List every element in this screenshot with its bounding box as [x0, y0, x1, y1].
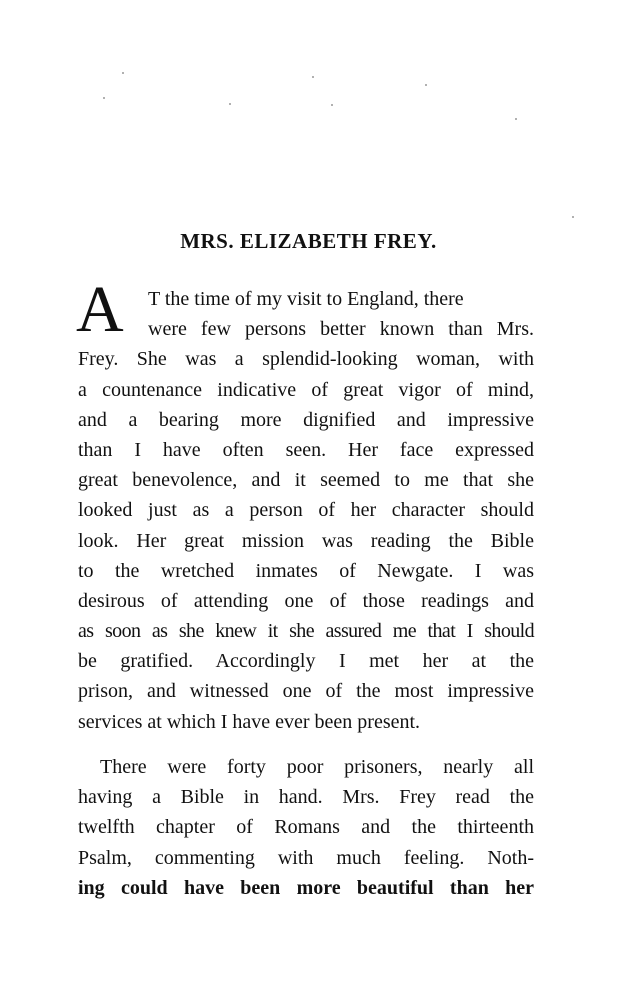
text-line: Psalm, commenting with much feeling. Noth- — [78, 846, 534, 869]
chapter-title: MRS. ELIZABETH FREY. — [180, 229, 437, 253]
text-line: looked just as a person of her character should — [78, 499, 534, 522]
text-line: twelfth chapter of Romans and the thirteenth — [78, 816, 534, 839]
print-speck — [572, 216, 574, 218]
text-line: Frey. She was a splendid-looking woman, with — [78, 348, 534, 371]
print-speck — [312, 76, 314, 78]
text-line: and a bearing more dignified and impressive — [78, 408, 534, 431]
text-line: as soon as she knew it she assured me that I should — [78, 620, 534, 643]
print-speck — [515, 118, 517, 120]
text-line: services at which I have ever been present. — [78, 710, 421, 733]
print-speck — [122, 72, 124, 74]
print-speck — [331, 104, 333, 106]
text-line: desirous of attending one of those readings and — [78, 589, 534, 612]
text-line: prison, and witnessed one of the most impressive — [78, 680, 534, 703]
text-line: were few persons better known than Mrs. — [148, 318, 534, 341]
text-line: There were forty poor prisoners, nearly all — [100, 756, 534, 778]
print-speck — [229, 103, 231, 105]
text-line: than I have often seen. Her face expressed — [78, 438, 534, 461]
text-line: a countenance indicative of great vigor of mind, — [78, 378, 534, 401]
text-line: to the wretched inmates of Newgate. I was — [78, 559, 534, 582]
paragraph-2 — [78, 752, 534, 903]
text-line: having a Bible in hand. Mrs. Frey read the — [78, 786, 534, 809]
paragraph-1 — [78, 284, 534, 737]
drop-cap-letter: A — [76, 273, 124, 346]
text-line: great benevolence, and it seemed to me that she — [78, 469, 534, 492]
text-line: be gratified. Accordingly I met her at the — [78, 650, 534, 673]
print-speck — [425, 84, 427, 86]
text-line: look. Her great mission was reading the Bible — [78, 529, 534, 552]
print-speck — [103, 97, 105, 99]
text-line: T the time of my visit to England, there — [148, 288, 464, 310]
text-line: ing could have been more beautiful than her — [78, 876, 534, 899]
